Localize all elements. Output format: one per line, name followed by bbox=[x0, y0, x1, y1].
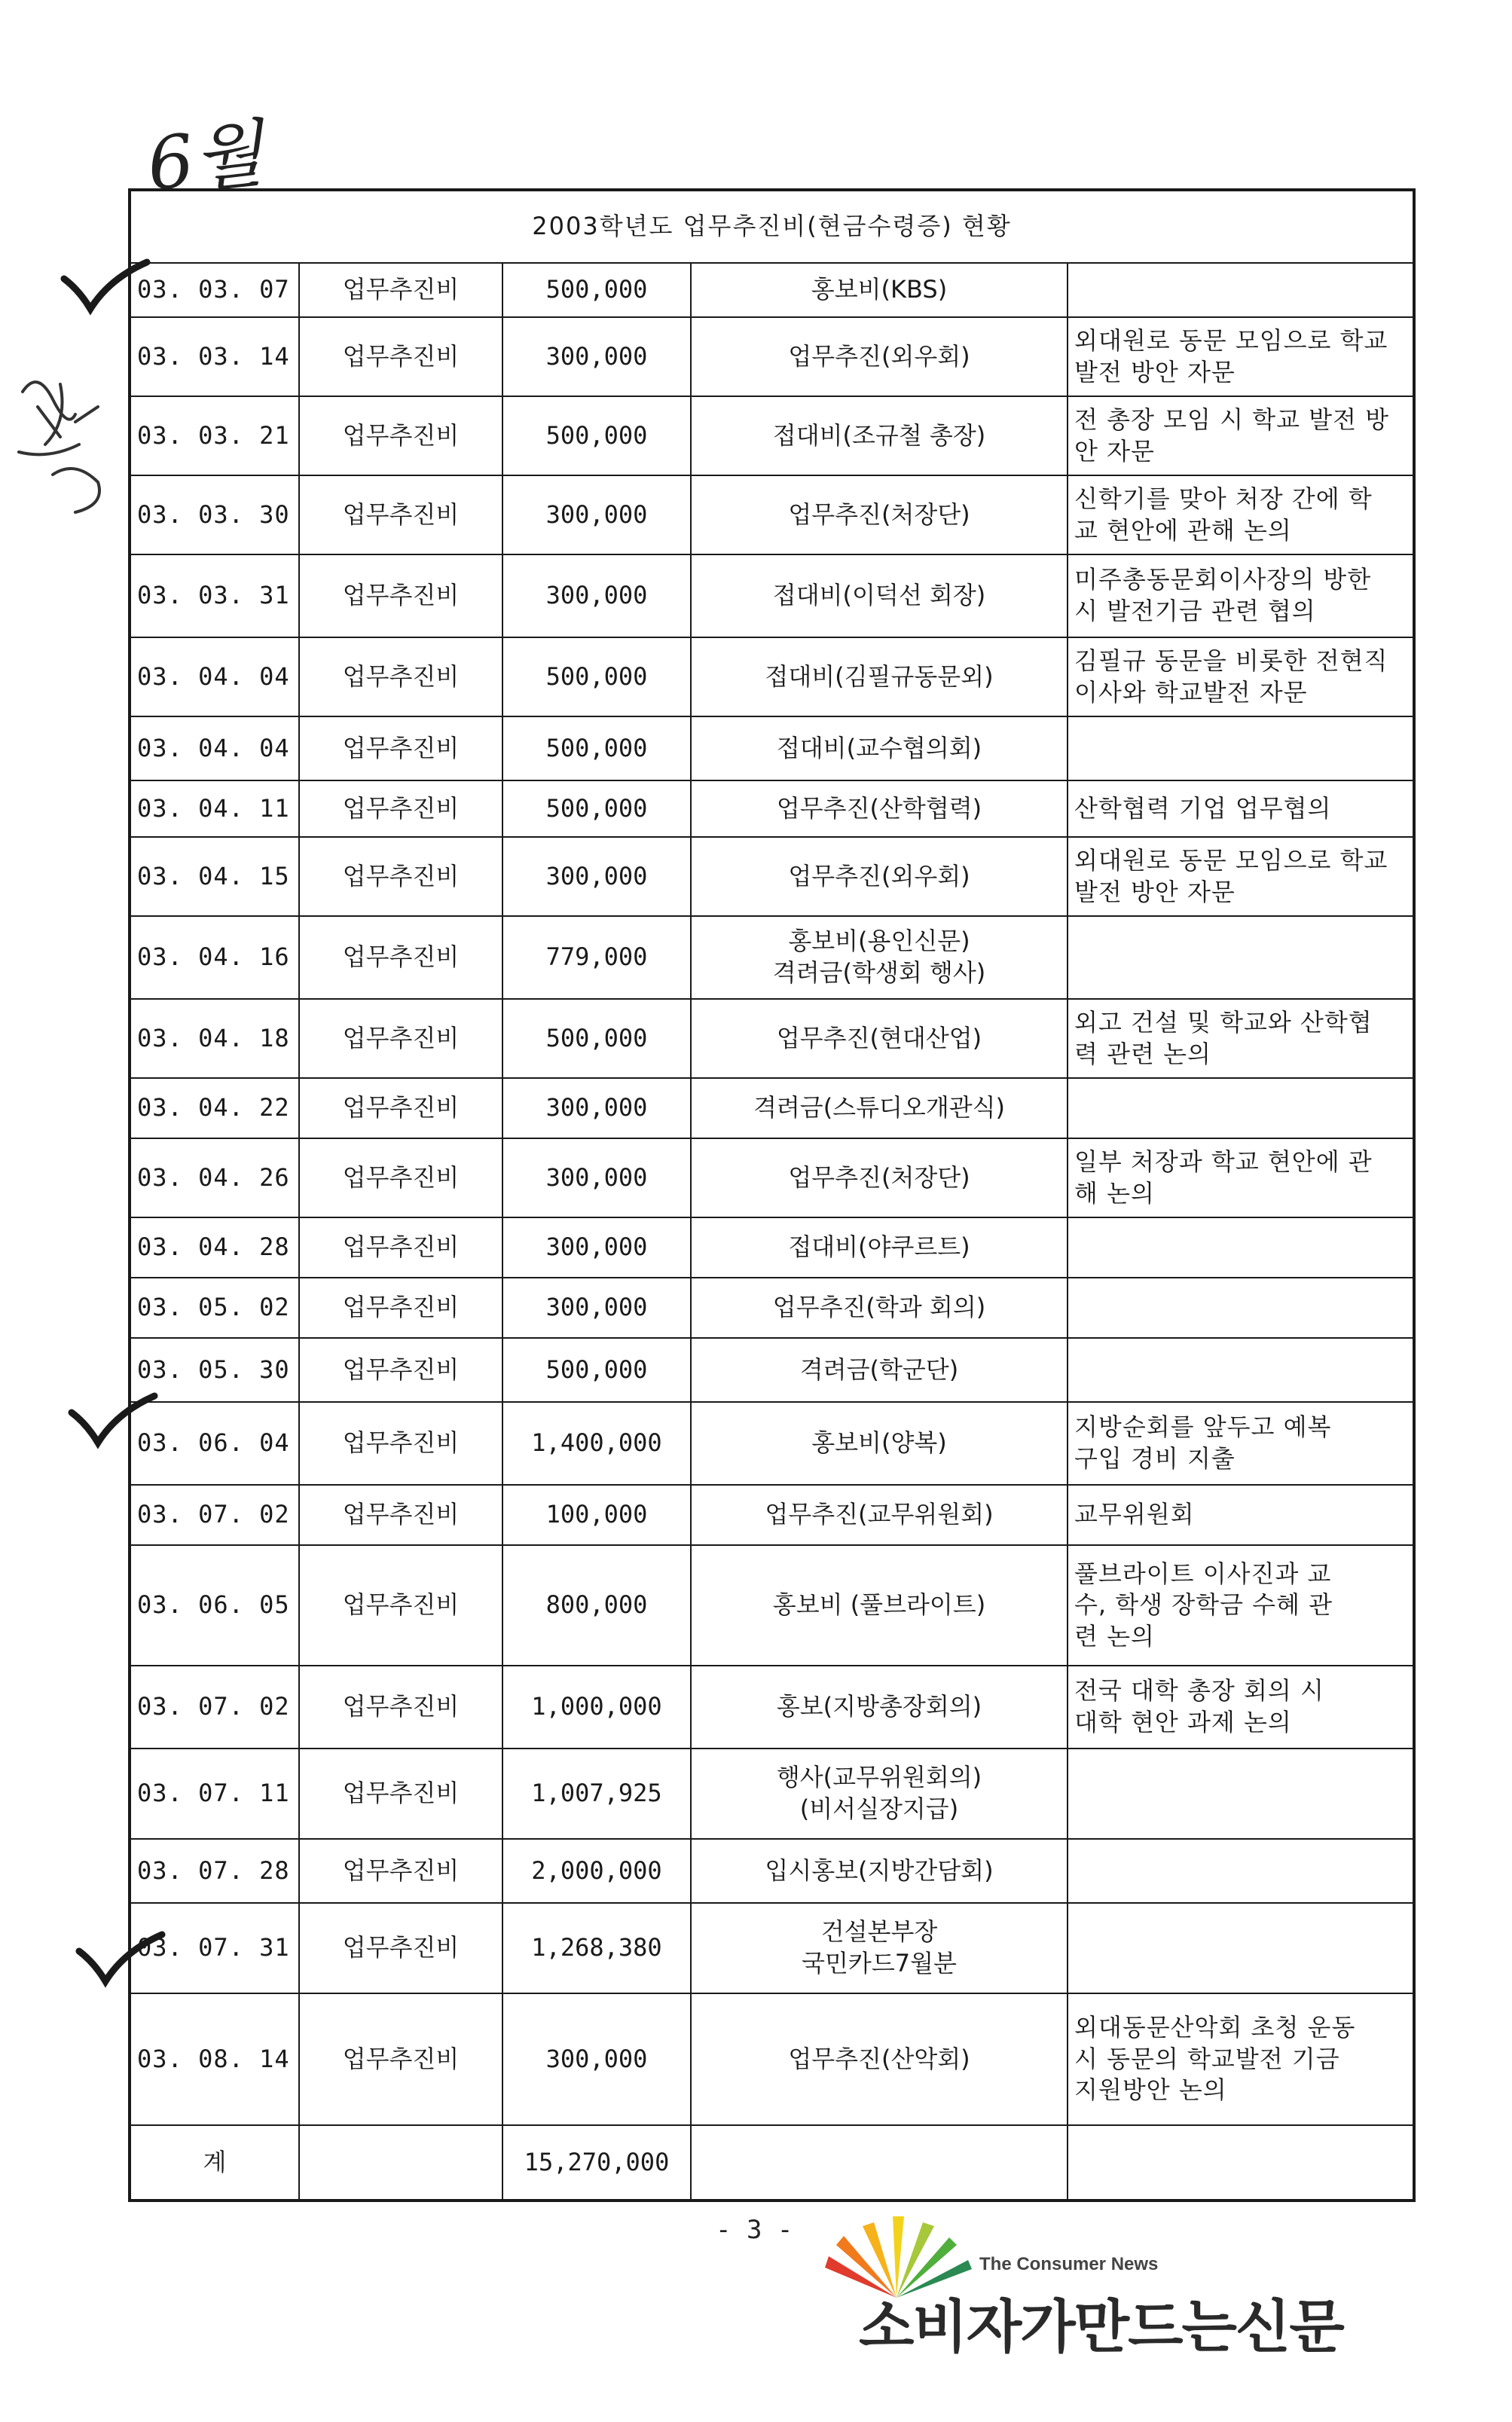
date-cell: 03. 03. 30 bbox=[130, 475, 299, 554]
purpose-cell: 격려금(학군단) bbox=[691, 1338, 1068, 1402]
date-cell: 03. 03. 21 bbox=[130, 396, 299, 475]
purpose-cell: 접대비(야쿠르트) bbox=[691, 1217, 1068, 1278]
amount-cell: 300,000 bbox=[502, 1278, 691, 1338]
amount-cell: 500,000 bbox=[502, 396, 691, 475]
note-cell: 외대동문산악회 초청 운동 시 동문의 학교발전 기금 지원방안 논의 bbox=[1068, 1993, 1414, 2125]
note-cell bbox=[1068, 1278, 1414, 1338]
purpose-cell: 업무추진(교무위원회) bbox=[691, 1485, 1068, 1545]
table-row bbox=[130, 637, 1414, 716]
note-cell: 전국 대학 총장 회의 시 대학 현안 과제 논의 bbox=[1068, 1666, 1414, 1749]
purpose-cell: 행사(교무위원회의) (비서실장지급) bbox=[691, 1749, 1068, 1839]
page-number: - 3 - bbox=[716, 2215, 793, 2245]
category-cell: 업무추진비 bbox=[299, 837, 502, 916]
table-row bbox=[130, 1903, 1414, 1993]
table-row bbox=[130, 1545, 1414, 1666]
table-row bbox=[130, 263, 1414, 317]
date-cell: 03. 07. 02 bbox=[130, 1666, 299, 1749]
total-empty-cell bbox=[299, 2125, 502, 2201]
date-cell: 03. 03. 31 bbox=[130, 554, 299, 637]
note-cell bbox=[1068, 1338, 1414, 1402]
table-row bbox=[130, 716, 1414, 780]
date-cell: 03. 04. 18 bbox=[130, 999, 299, 1078]
category-cell: 업무추진비 bbox=[299, 475, 502, 554]
amount-cell: 300,000 bbox=[502, 1217, 691, 1278]
amount-cell: 300,000 bbox=[502, 475, 691, 554]
purpose-cell: 홍보비(양복) bbox=[691, 1402, 1068, 1485]
purpose-cell: 업무추진(외우회) bbox=[691, 317, 1068, 396]
category-cell: 업무추진비 bbox=[299, 1485, 502, 1545]
table-row bbox=[130, 1485, 1414, 1545]
note-cell bbox=[1068, 716, 1414, 780]
amount-cell: 300,000 bbox=[502, 317, 691, 396]
table-row bbox=[130, 916, 1414, 999]
table-row bbox=[130, 1749, 1414, 1839]
category-cell: 업무추진비 bbox=[299, 999, 502, 1078]
purpose-cell: 격려금(스튜디오개관식) bbox=[691, 1078, 1068, 1138]
amount-cell: 500,000 bbox=[502, 999, 691, 1078]
category-cell: 업무추진비 bbox=[299, 1903, 502, 1993]
category-cell: 업무추진비 bbox=[299, 1749, 502, 1839]
logo-english-text: The Consumer News bbox=[979, 2254, 1159, 2274]
purpose-cell: 홍보비(KBS) bbox=[691, 263, 1068, 317]
purpose-cell: 입시홍보(지방간담회) bbox=[691, 1839, 1068, 1903]
handwritten-month-note: 6월 bbox=[143, 111, 268, 207]
category-cell: 업무추진비 bbox=[299, 637, 502, 716]
amount-cell: 500,000 bbox=[502, 263, 691, 317]
note-cell: 미주총동문회이사장의 방한 시 발전기금 관련 협의 bbox=[1068, 554, 1414, 637]
amount-cell: 1,400,000 bbox=[502, 1402, 691, 1485]
table-row bbox=[130, 1278, 1414, 1338]
total-empty-cell bbox=[1068, 2125, 1414, 2201]
date-cell: 03. 04. 16 bbox=[130, 916, 299, 999]
category-cell: 업무추진비 bbox=[299, 317, 502, 396]
table-row bbox=[130, 475, 1414, 554]
amount-cell: 100,000 bbox=[502, 1485, 691, 1545]
table-row bbox=[130, 1078, 1414, 1138]
purpose-cell: 업무추진(산악회) bbox=[691, 1993, 1068, 2125]
table-row bbox=[130, 837, 1414, 916]
purpose-cell: 업무추진(산학협력) bbox=[691, 780, 1068, 837]
note-cell: 외대원로 동문 모임으로 학교 발전 방안 자문 bbox=[1068, 317, 1414, 396]
category-cell: 업무추진비 bbox=[299, 263, 502, 317]
purpose-cell: 업무추진(현대산업) bbox=[691, 999, 1068, 1078]
date-cell: 03. 04. 04 bbox=[130, 637, 299, 716]
note-cell bbox=[1068, 263, 1414, 317]
table-row bbox=[130, 1402, 1414, 1485]
amount-cell: 300,000 bbox=[502, 837, 691, 916]
category-cell: 업무추진비 bbox=[299, 396, 502, 475]
amount-cell: 300,000 bbox=[502, 554, 691, 637]
category-cell: 업무추진비 bbox=[299, 1993, 502, 2125]
purpose-cell: 홍보비(용인신문) 격려금(학생회 행사) bbox=[691, 916, 1068, 999]
table-row bbox=[130, 999, 1414, 1078]
logo-korean-text: 소비자가만드는신문 bbox=[859, 2295, 1343, 2359]
expense-ledger-table bbox=[128, 188, 1416, 2202]
date-cell: 03. 07. 02 bbox=[130, 1485, 299, 1545]
date-cell: 03. 03. 07 bbox=[130, 263, 299, 317]
table-row bbox=[130, 317, 1414, 396]
table-row bbox=[130, 396, 1414, 475]
purpose-cell: 접대비(김필규동문외) bbox=[691, 637, 1068, 716]
date-cell: 03. 04. 04 bbox=[130, 716, 299, 780]
table-row bbox=[130, 554, 1414, 637]
total-amount: 15,270,000 bbox=[502, 2125, 691, 2201]
note-cell: 교무위원회 bbox=[1068, 1485, 1414, 1545]
date-cell: 03. 04. 11 bbox=[130, 780, 299, 837]
category-cell: 업무추진비 bbox=[299, 1839, 502, 1903]
date-cell: 03. 03. 14 bbox=[130, 317, 299, 396]
note-cell: 신학기를 맞아 처장 간에 학 교 현안에 관해 논의 bbox=[1068, 475, 1414, 554]
table-title-row bbox=[130, 190, 1414, 263]
date-cell: 03. 04. 28 bbox=[130, 1217, 299, 1278]
amount-cell: 500,000 bbox=[502, 1338, 691, 1402]
handwritten-scribble bbox=[8, 362, 136, 535]
category-cell: 업무추진비 bbox=[299, 1278, 502, 1338]
note-cell: 산학협력 기업 업무협의 bbox=[1068, 780, 1414, 837]
table-title: 2003학년도 업무추진비(현금수령증) 현황 bbox=[130, 190, 1414, 263]
table-row bbox=[130, 1993, 1414, 2125]
purpose-cell: 접대비(이덕선 회장) bbox=[691, 554, 1068, 637]
note-cell bbox=[1068, 1217, 1414, 1278]
note-cell bbox=[1068, 1903, 1414, 1993]
amount-cell: 800,000 bbox=[502, 1545, 691, 1666]
table-row bbox=[130, 780, 1414, 837]
category-cell: 업무추진비 bbox=[299, 1545, 502, 1666]
purpose-cell: 홍보비 (풀브라이트) bbox=[691, 1545, 1068, 1666]
category-cell: 업무추진비 bbox=[299, 1402, 502, 1485]
date-cell: 03. 06. 05 bbox=[130, 1545, 299, 1666]
note-cell bbox=[1068, 916, 1414, 999]
purpose-cell: 건설본부장 국민카드7월분 bbox=[691, 1903, 1068, 1993]
purpose-cell: 업무추진(학과 회의) bbox=[691, 1278, 1068, 1338]
category-cell: 업무추진비 bbox=[299, 1078, 502, 1138]
date-cell: 03. 05. 02 bbox=[130, 1278, 299, 1338]
purpose-cell: 업무추진(처장단) bbox=[691, 1138, 1068, 1217]
amount-cell: 500,000 bbox=[502, 780, 691, 837]
table-row bbox=[130, 1338, 1414, 1402]
total-label: 계 bbox=[130, 2125, 299, 2201]
date-cell: 03. 08. 14 bbox=[130, 1993, 299, 2125]
note-cell: 외고 건설 및 학교와 산학협 력 관련 논의 bbox=[1068, 999, 1414, 1078]
amount-cell: 1,000,000 bbox=[502, 1666, 691, 1749]
note-cell: 풀브라이트 이사진과 교 수, 학생 장학금 수혜 관 련 논의 bbox=[1068, 1545, 1414, 1666]
amount-cell: 2,000,000 bbox=[502, 1839, 691, 1903]
ledger-body bbox=[130, 263, 1414, 2125]
table-row bbox=[130, 1217, 1414, 1278]
category-cell: 업무추진비 bbox=[299, 780, 502, 837]
date-cell: 03. 07. 28 bbox=[130, 1839, 299, 1903]
note-cell: 외대원로 동문 모임으로 학교 발전 방안 자문 bbox=[1068, 837, 1414, 916]
note-cell bbox=[1068, 1839, 1414, 1903]
amount-cell: 779,000 bbox=[502, 916, 691, 999]
note-cell: 전 총장 모임 시 학교 발전 방 안 자문 bbox=[1068, 396, 1414, 475]
newspaper-logo bbox=[814, 2215, 1446, 2359]
category-cell: 업무추진비 bbox=[299, 1666, 502, 1749]
purpose-cell: 업무추진(외우회) bbox=[691, 837, 1068, 916]
date-cell: 03. 07. 31 bbox=[130, 1903, 299, 1993]
note-cell bbox=[1068, 1078, 1414, 1138]
category-cell: 업무추진비 bbox=[299, 1338, 502, 1402]
amount-cell: 1,007,925 bbox=[502, 1749, 691, 1839]
date-cell: 03. 04. 22 bbox=[130, 1078, 299, 1138]
date-cell: 03. 07. 11 bbox=[130, 1749, 299, 1839]
table-row bbox=[130, 1666, 1414, 1749]
table-row bbox=[130, 1138, 1414, 1217]
purpose-cell: 업무추진(처장단) bbox=[691, 475, 1068, 554]
amount-cell: 300,000 bbox=[502, 1993, 691, 2125]
category-cell: 업무추진비 bbox=[299, 1217, 502, 1278]
total-empty-cell bbox=[691, 2125, 1068, 2201]
note-cell bbox=[1068, 1749, 1414, 1839]
date-cell: 03. 06. 04 bbox=[130, 1402, 299, 1485]
total-row bbox=[130, 2125, 1414, 2201]
note-cell: 김필규 동문을 비롯한 전현직 이사와 학교발전 자문 bbox=[1068, 637, 1414, 716]
amount-cell: 500,000 bbox=[502, 637, 691, 716]
purpose-cell: 접대비(교수협의회) bbox=[691, 716, 1068, 780]
date-cell: 03. 04. 15 bbox=[130, 837, 299, 916]
purpose-cell: 홍보(지방총장회의) bbox=[691, 1666, 1068, 1749]
purpose-cell: 접대비(조규철 총장) bbox=[691, 396, 1068, 475]
date-cell: 03. 04. 26 bbox=[130, 1138, 299, 1217]
amount-cell: 1,268,380 bbox=[502, 1903, 691, 1993]
category-cell: 업무추진비 bbox=[299, 554, 502, 637]
note-cell: 일부 처장과 학교 현안에 관 해 논의 bbox=[1068, 1138, 1414, 1217]
table-row bbox=[130, 1839, 1414, 1903]
amount-cell: 300,000 bbox=[502, 1078, 691, 1138]
category-cell: 업무추진비 bbox=[299, 716, 502, 780]
date-cell: 03. 05. 30 bbox=[130, 1338, 299, 1402]
note-cell: 지방순회를 앞두고 예복 구입 경비 지출 bbox=[1068, 1402, 1414, 1485]
category-cell: 업무추진비 bbox=[299, 1138, 502, 1217]
amount-cell: 500,000 bbox=[502, 716, 691, 780]
amount-cell: 300,000 bbox=[502, 1138, 691, 1217]
category-cell: 업무추진비 bbox=[299, 916, 502, 999]
